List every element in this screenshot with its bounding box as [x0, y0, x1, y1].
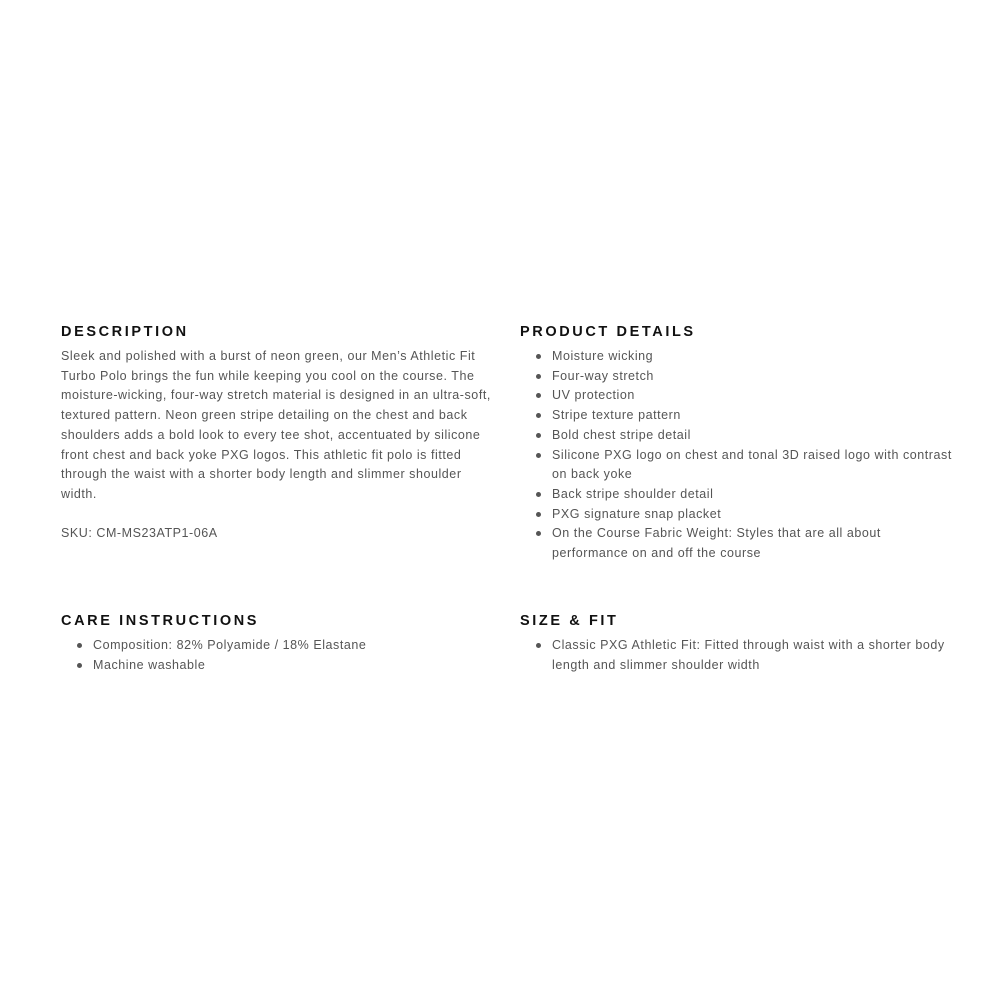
care-instructions-list — [61, 636, 501, 675]
description-body: Sleek and polished with a burst of neon green, our Men’s Athletic Fit Turbo Polo brings the fun while keeping you cool on the course. The moisture-wicking, four-way stretch material is designed in an ultra-soft, textured pattern. Neon green stripe detailing on the chest and back shoulders adds a bold look to every tee shot, accentuated by silicone front chest and back yoke PXG logos. This athletic fit polo is fitted through the waist with a shorter body length and slimmer shoulder width. — [61, 349, 491, 501]
list-item: Classic PXG Athletic Fit: Fitted through waist with a shorter body length and slimmer shoulder width — [520, 636, 952, 675]
list-item: Back stripe shoulder detail — [520, 485, 952, 505]
size-fit-section — [520, 612, 960, 675]
product-details-section — [520, 323, 960, 564]
sku-text: SKU: CM-MS23ATP1-06A — [61, 526, 218, 541]
list-item: Four-way stretch — [520, 367, 952, 387]
list-item: PXG signature snap placket — [520, 505, 952, 525]
list-item: Stripe texture pattern — [520, 406, 952, 426]
size-fit-heading: SIZE & FIT — [520, 613, 619, 629]
size-fit-list — [520, 636, 960, 675]
list-item: On the Course Fabric Weight: Styles that are all about performance on and off the course — [520, 524, 952, 563]
list-item: Bold chest stripe detail — [520, 426, 952, 446]
list-item: UV protection — [520, 386, 952, 406]
list-item: Composition: 82% Polyamide / 18% Elastane — [61, 636, 501, 656]
description-heading: DESCRIPTION — [61, 324, 189, 340]
list-item: Machine washable — [61, 656, 501, 676]
description-section — [61, 323, 501, 544]
care-instructions-heading: CARE INSTRUCTIONS — [61, 613, 260, 629]
product-details-list — [520, 347, 960, 564]
list-item: Moisture wicking — [520, 347, 952, 367]
product-details-heading: PRODUCT DETAILS — [520, 324, 696, 340]
list-item: Silicone PXG logo on chest and tonal 3D raised logo with contrast on back yoke — [520, 446, 952, 485]
care-instructions-section — [61, 612, 501, 675]
